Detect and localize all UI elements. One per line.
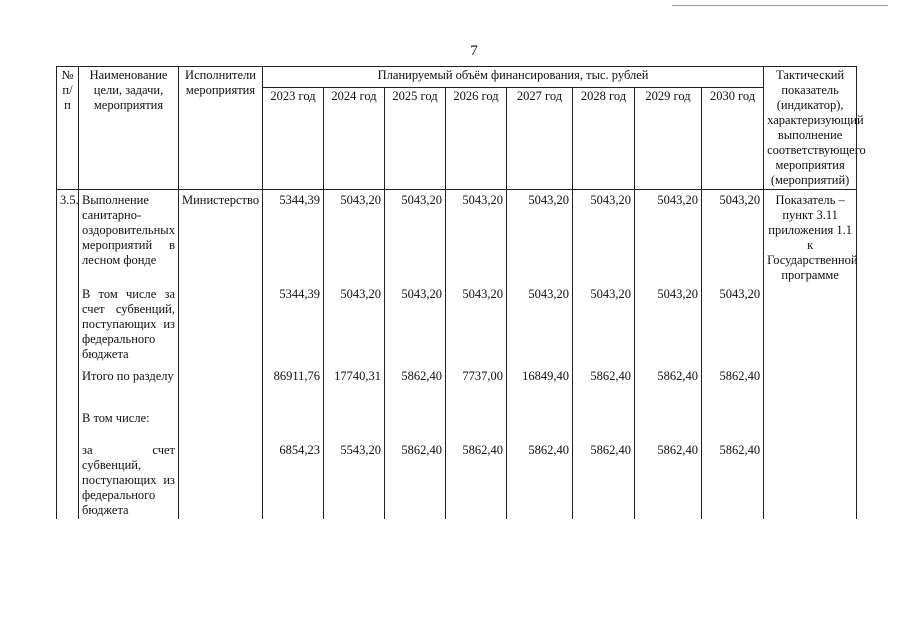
value-cell: 16849,40 xyxy=(507,366,573,408)
header-indicator: Тактический показатель (индикатор), характеризующий выполнение соответствующего мероприятия (мероприятий) xyxy=(764,67,857,190)
value-cell: 5043,20 xyxy=(385,284,446,366)
header-year: 2023 год xyxy=(263,88,324,190)
row-name: В том числе: xyxy=(79,408,179,440)
header-year: 2028 год xyxy=(573,88,635,190)
value-cell: 5543,20 xyxy=(324,440,385,519)
value-cell: 6854,23 xyxy=(263,440,324,519)
value-cell: 5862,40 xyxy=(385,366,446,408)
value-cell: 5862,40 xyxy=(573,440,635,519)
value-cell: 5043,20 xyxy=(446,190,507,285)
value-cell: 5862,40 xyxy=(635,366,702,408)
header-financing: Планируемый объём финансирования, тыс. рублей xyxy=(263,67,764,88)
header-year: 2029 год xyxy=(635,88,702,190)
value-cell: 5043,20 xyxy=(324,284,385,366)
header-year: 2027 год xyxy=(507,88,573,190)
row-executor: Министерство xyxy=(179,190,263,285)
table-row xyxy=(57,408,857,440)
value-cell: 5043,20 xyxy=(702,284,764,366)
value-cell: 5862,40 xyxy=(702,440,764,519)
value-cell: 5862,40 xyxy=(635,440,702,519)
row-num: 3.5. xyxy=(57,190,79,285)
row-name: за счет субвенций, поступающих из федерального бюджета xyxy=(79,440,179,519)
row-name: В том числе за счет субвенций, поступающих из федерального бюджета xyxy=(79,284,179,366)
value-cell: 5862,40 xyxy=(702,366,764,408)
value-cell: 5344,39 xyxy=(263,284,324,366)
header-year: 2030 год xyxy=(702,88,764,190)
value-cell: 5043,20 xyxy=(573,190,635,285)
header-year: 2024 год xyxy=(324,88,385,190)
table-row xyxy=(57,440,857,519)
scan-artifact-line xyxy=(672,5,888,6)
header-name: Наименование цели, задачи, мероприятия xyxy=(79,67,179,190)
value-cell: 17740,31 xyxy=(324,366,385,408)
page-number: 7 xyxy=(470,43,478,59)
value-cell: 5862,40 xyxy=(446,440,507,519)
header-num: № п/п xyxy=(57,67,79,190)
value-cell: 5043,20 xyxy=(507,284,573,366)
row-name: Выполнение санитарно-оздоровительных мероприятий в лесном фонде xyxy=(79,190,179,285)
value-cell: 5043,20 xyxy=(385,190,446,285)
value-cell: 7737,00 xyxy=(446,366,507,408)
value-cell: 5862,40 xyxy=(507,440,573,519)
value-cell: 5043,20 xyxy=(446,284,507,366)
table-row xyxy=(57,366,857,408)
value-cell: 5043,20 xyxy=(324,190,385,285)
value-cell: 5043,20 xyxy=(507,190,573,285)
financing-table xyxy=(56,66,866,519)
value-cell: 5862,40 xyxy=(573,366,635,408)
table-row xyxy=(57,190,857,285)
row-indicator: Показатель – пункт 3.11 приложения 1.1 к Государственной программе xyxy=(764,190,857,285)
header-year: 2026 год xyxy=(446,88,507,190)
value-cell: 5862,40 xyxy=(385,440,446,519)
header-executors: Исполнители мероприятия xyxy=(179,67,263,190)
value-cell: 5344,39 xyxy=(263,190,324,285)
value-cell: 5043,20 xyxy=(635,284,702,366)
value-cell: 5043,20 xyxy=(573,284,635,366)
row-name: Итого по разделу xyxy=(79,366,179,408)
value-cell: 5043,20 xyxy=(702,190,764,285)
header-year: 2025 год xyxy=(385,88,446,190)
table-row xyxy=(57,284,857,366)
value-cell: 5043,20 xyxy=(635,190,702,285)
value-cell: 86911,76 xyxy=(263,366,324,408)
